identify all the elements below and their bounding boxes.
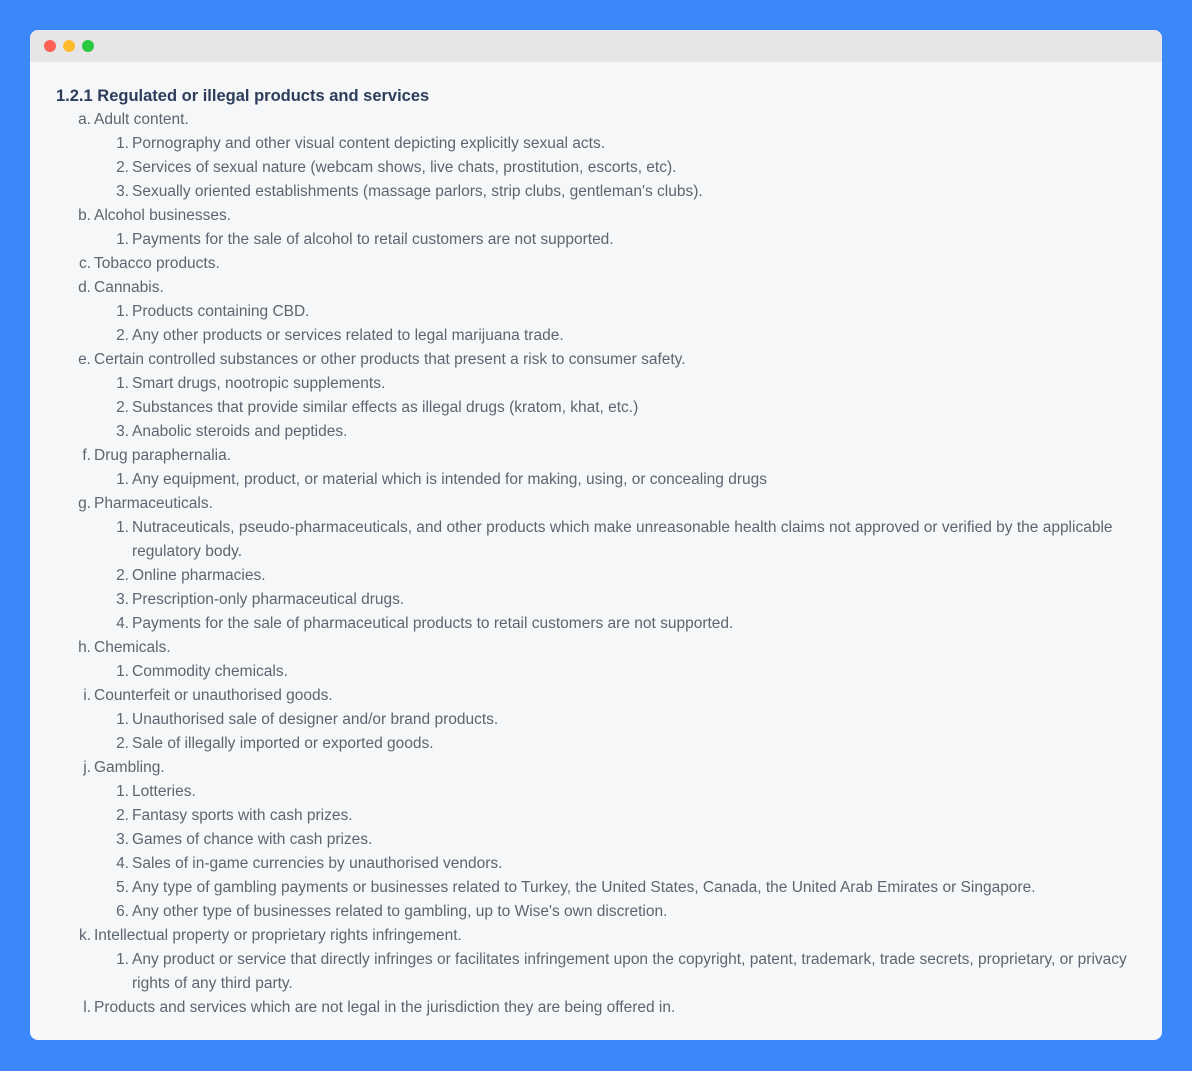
sub-list-item [56, 612, 1142, 636]
sub-list-item-text: Unauthorised sale of designer and/or brand products. [132, 711, 499, 728]
list-item-text: Products and services which are not legal in the jurisdiction they are being offered in. [94, 999, 676, 1016]
sub-list-marker: 3. [116, 423, 129, 440]
sub-list-marker: 2. [116, 399, 129, 416]
sub-list-item-text: Services of sexual nature (webcam shows, live chats, prostitution, escorts, etc). [132, 159, 677, 176]
sub-list-marker: 1. [116, 519, 129, 536]
sub-list-item-text: Prescription-only pharmaceutical drugs. [132, 591, 405, 608]
minimize-window-icon[interactable] [63, 40, 75, 52]
policy-list [56, 108, 1142, 1020]
sub-list-item-text: Any other products or services related to legal marijuana trade. [132, 327, 564, 344]
sub-list-marker: 2. [116, 327, 129, 344]
sub-list-marker: 4. [116, 855, 129, 872]
list-item [56, 348, 1142, 372]
sub-list-item-text: Anabolic steroids and peptides. [132, 423, 348, 440]
sub-list-item [56, 132, 1142, 156]
sub-list-marker: 1. [116, 375, 129, 392]
sub-list-marker: 1. [116, 135, 129, 152]
sub-list-item-text: Any equipment, product, or material which is intended for making, using, or concealing drugs [132, 471, 767, 488]
document-content [56, 84, 1142, 1020]
list-marker: k. [78, 927, 91, 944]
sub-list-item-text: Sales of in-game currencies by unauthorised vendors. [132, 855, 503, 872]
list-item-text: Pharmaceuticals. [94, 495, 213, 512]
sub-list-item [56, 468, 1142, 492]
sub-list-item-text: Pornography and other visual content depicting explicitly sexual acts. [132, 135, 606, 152]
sub-list-item [56, 228, 1142, 252]
sub-list-item-text: Games of chance with cash prizes. [132, 831, 373, 848]
sub-list-item-text: Sale of illegally imported or exported goods. [132, 735, 434, 752]
sub-list-item [56, 588, 1142, 612]
sub-list-marker: 2. [116, 567, 129, 584]
sub-list-item-text: Commodity chemicals. [132, 663, 288, 680]
sub-list-item [56, 780, 1142, 804]
sub-list-item [56, 708, 1142, 732]
sub-list-item [56, 876, 1142, 900]
sub-list-marker: 3. [116, 183, 129, 200]
sub-list-item-text: Lotteries. [132, 783, 196, 800]
maximize-window-icon[interactable] [82, 40, 94, 52]
sub-list-item [56, 900, 1142, 924]
sub-list-item [56, 852, 1142, 876]
sub-list-item [56, 300, 1142, 324]
sub-list-item [56, 804, 1142, 828]
sub-list-marker: 3. [116, 831, 129, 848]
list-item [56, 444, 1142, 468]
sub-list-item [56, 156, 1142, 180]
sub-list-marker: 6. [116, 903, 129, 920]
sub-list-item-text: Smart drugs, nootropic supplements. [132, 375, 386, 392]
sub-list-item-text: Any type of gambling payments or businesses related to Turkey, the United States, Canada, the United Arab Emirates or Singapore. [132, 879, 1036, 896]
sub-list-item [56, 180, 1142, 204]
sub-list-marker: 1. [116, 663, 129, 680]
sub-list-item [56, 948, 1142, 996]
sub-list-marker: 1. [116, 711, 129, 728]
sub-list-marker: 1. [116, 471, 129, 488]
list-item-text: Counterfeit or unauthorised goods. [94, 687, 333, 704]
sub-list-item-text: Payments for the sale of alcohol to retail customers are not supported. [132, 231, 614, 248]
list-marker: h. [78, 639, 91, 656]
list-item [56, 108, 1142, 132]
sub-list-item [56, 828, 1142, 852]
list-item [56, 924, 1142, 948]
list-item-text: Cannabis. [94, 279, 164, 296]
list-item [56, 492, 1142, 516]
list-marker: b. [78, 207, 91, 224]
list-item [56, 252, 1142, 276]
list-item-text: Gambling. [94, 759, 165, 776]
close-window-icon[interactable] [44, 40, 56, 52]
sub-list-item-text: Fantasy sports with cash prizes. [132, 807, 353, 824]
list-item-text: Adult content. [94, 111, 189, 128]
sub-list-marker: 1. [116, 231, 129, 248]
sub-list-marker: 5. [116, 879, 129, 896]
sub-list-marker: 3. [116, 591, 129, 608]
list-marker: d. [78, 279, 91, 296]
list-item [56, 636, 1142, 660]
list-marker: c. [78, 255, 91, 272]
list-item-text: Drug paraphernalia. [94, 447, 232, 464]
list-marker: j. [83, 759, 91, 776]
list-marker: g. [78, 495, 91, 512]
sub-list-item-text: Substances that provide similar effects as illegal drugs (kratom, khat, etc.) [132, 399, 639, 416]
list-item-text: Intellectual property or proprietary rights infringement. [94, 927, 462, 944]
sub-list-item [56, 660, 1142, 684]
sub-list-marker: 2. [116, 735, 129, 752]
sub-list-marker: 1. [116, 303, 129, 320]
list-item [56, 204, 1142, 228]
list-item [56, 756, 1142, 780]
sub-list-item [56, 732, 1142, 756]
sub-list-item-text: Products containing CBD. [132, 303, 310, 320]
list-item-text: Certain controlled substances or other products that present a risk to consumer safety. [94, 351, 686, 368]
sub-list-item-text: Payments for the sale of pharmaceutical products to retail customers are not supported. [132, 615, 734, 632]
list-item [56, 684, 1142, 708]
window-titlebar [30, 30, 1162, 62]
list-marker: i. [83, 687, 91, 704]
sub-list-item [56, 372, 1142, 396]
sub-list-item-text: Any product or service that directly infringes or facilitates infringement upon the copyright, patent, trademark, trade secrets, proprietary, or privacy rights of any third party. [132, 951, 1127, 992]
list-item [56, 996, 1142, 1020]
sub-list-item-text: Nutraceuticals, pseudo-pharmaceuticals, and other products which make unreasonable health claims not approved or verified by the applicable regulatory body. [132, 519, 1113, 560]
sub-list-item-text: Online pharmacies. [132, 567, 266, 584]
sub-list-item [56, 396, 1142, 420]
sub-list-marker: 2. [116, 807, 129, 824]
list-marker: a. [78, 111, 91, 128]
sub-list-item [56, 420, 1142, 444]
list-item [56, 276, 1142, 300]
sub-list-item [56, 516, 1142, 564]
list-marker: e. [78, 351, 91, 368]
list-item-text: Chemicals. [94, 639, 171, 656]
sub-list-item [56, 324, 1142, 348]
list-item-text: Tobacco products. [94, 255, 220, 272]
sub-list-item [56, 564, 1142, 588]
sub-list-marker: 1. [116, 951, 129, 968]
sub-list-marker: 1. [116, 783, 129, 800]
sub-list-marker: 4. [116, 615, 129, 632]
list-marker: f. [82, 447, 91, 464]
sub-list-item-text: Any other type of businesses related to gambling, up to Wise's own discretion. [132, 903, 668, 920]
sub-list-marker: 2. [116, 159, 129, 176]
sub-list-item-text: Sexually oriented establishments (massage parlors, strip clubs, gentleman's clubs). [132, 183, 703, 200]
list-marker: l. [83, 999, 91, 1016]
list-item-text: Alcohol businesses. [94, 207, 231, 224]
browser-window [30, 30, 1162, 1040]
section-heading: 1.2.1 Regulated or illegal products and services [56, 87, 430, 105]
